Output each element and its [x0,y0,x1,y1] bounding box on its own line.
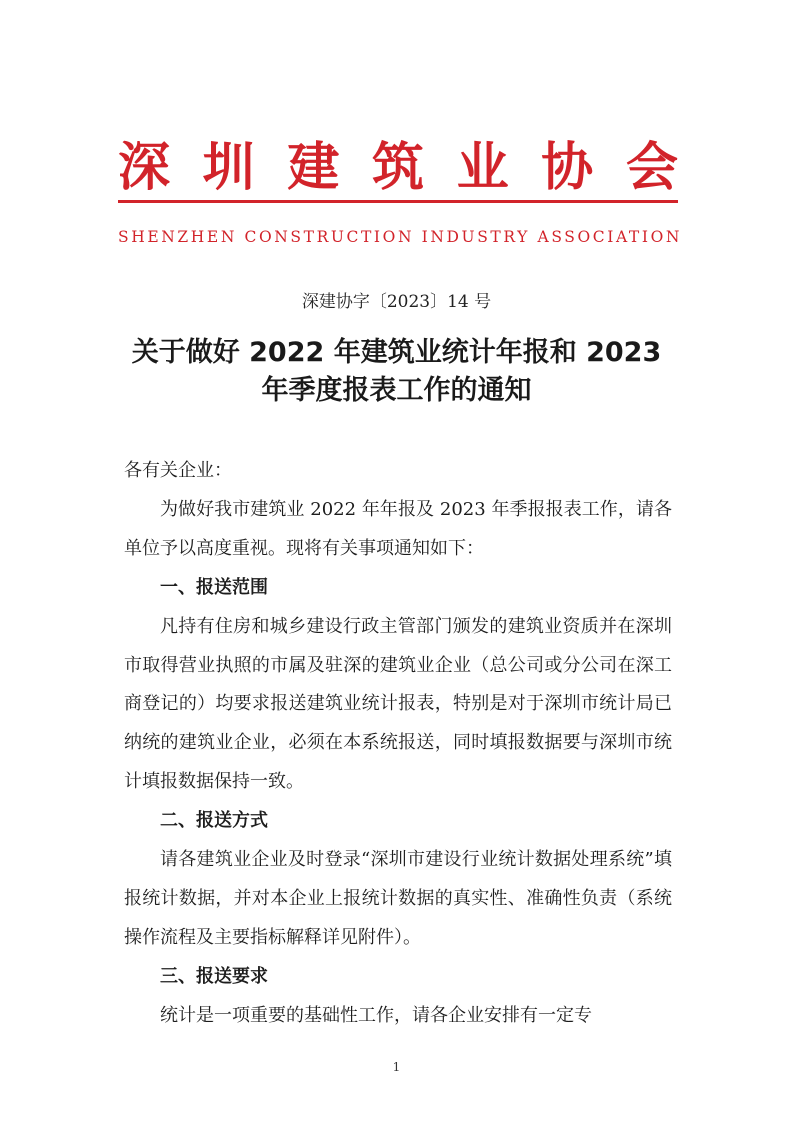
document-body [124,452,672,1036]
document-number: 深建协字〔2023〕14 号 [301,292,492,312]
org-char: 深 [118,138,171,198]
salutation: 各有关企业： [124,460,232,481]
section-text-requirements: 统计是一项重要的基础性工作，请各企业安排有一定专 [160,1004,592,1026]
org-name-en: SHENZHEN CONSTRUCTION INDUSTRY ASSOCIATION [118,228,683,246]
section-heading-requirements: 三、报送要求 [160,965,268,987]
page-number: 1 [392,1060,401,1074]
intro-paragraph: 为做好我市建筑业 2022 年年报及 2023 年季报报表工作，请各单位予以高度重视。现将有关事项通知如下： [124,498,672,559]
section-text-method: 请各建筑业企业及时登录“深圳市建设行业统计数据处理系统”填报统计数据，并对本企业上报统计数据的真实性、准确性负责（系统操作流程及主要指标解释详见附件）。 [124,849,672,948]
org-char: 协 [541,138,594,198]
title-line-1: 关于做好 2022 年建筑业统计年报和 2023 [131,337,662,368]
title-line-2: 年季度报表工作的通知 [261,375,532,406]
org-char: 业 [456,138,509,198]
section-heading-method: 二、报送方式 [160,810,268,832]
org-char: 建 [287,138,340,198]
org-char: 圳 [202,138,255,198]
header-rule [118,200,678,203]
section-text-scope: 凡持有住房和城乡建设行政主管部门颁发的建筑业资质并在深圳市取得营业执照的市属及驻深的建筑业企业（总公司或分公司在深工商登记的）均要求报送建筑业统计报表，特别是对于深圳市统计局已纳统的建筑业企业，必须在本系统报送，同时填报数据要与深圳市统计填报数据保持一致。 [124,615,672,793]
org-char: 筑 [371,138,424,198]
org-char: 会 [625,138,678,198]
org-name-cn [118,138,678,198]
document-title [100,334,693,410]
section-heading-scope: 一、报送范围 [160,576,268,598]
